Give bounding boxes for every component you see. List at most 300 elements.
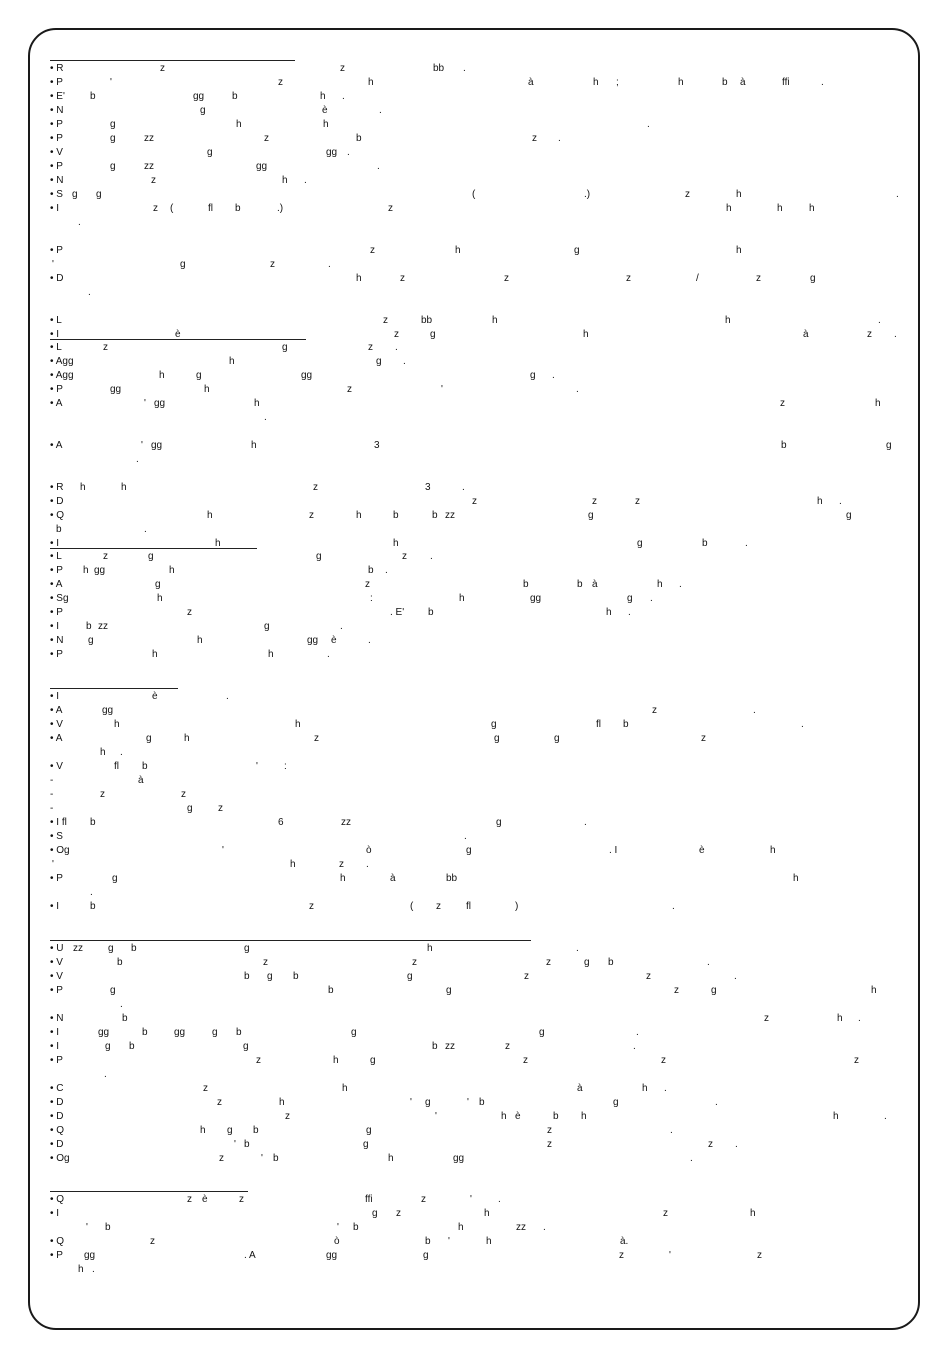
text-fragment: h bbox=[320, 91, 326, 102]
text-fragment: • Q bbox=[50, 1236, 65, 1247]
text-fragment: b bbox=[122, 1013, 128, 1024]
text-fragment: z bbox=[757, 1250, 762, 1261]
text-fragment: g bbox=[88, 635, 94, 646]
text-fragment: z bbox=[547, 1139, 552, 1150]
text-line bbox=[50, 746, 910, 760]
text-fragment: . bbox=[664, 1083, 667, 1094]
text-line bbox=[50, 1040, 910, 1054]
text-fragment: b bbox=[702, 538, 708, 549]
text-fragment: è bbox=[515, 1111, 521, 1122]
text-fragment: h bbox=[200, 1125, 206, 1136]
text-fragment: b bbox=[523, 579, 529, 590]
text-fragment: fl bbox=[208, 203, 213, 214]
text-fragment: h bbox=[295, 719, 301, 730]
text-fragment: h bbox=[725, 315, 731, 326]
text-fragment: • D bbox=[50, 1111, 64, 1122]
text-fragment: h bbox=[393, 538, 399, 549]
text-fragment: h bbox=[254, 398, 260, 409]
text-fragment: z bbox=[383, 315, 388, 326]
text-fragment: . bbox=[633, 1041, 636, 1052]
text-fragment: zz bbox=[144, 161, 154, 172]
text-line bbox=[50, 1152, 910, 1166]
text-fragment: h bbox=[157, 593, 163, 604]
section-heading-rule bbox=[50, 60, 295, 61]
text-fragment: b bbox=[393, 510, 399, 521]
text-line bbox=[50, 286, 910, 300]
text-fragment: b bbox=[356, 133, 362, 144]
text-line bbox=[50, 1263, 910, 1277]
section-heading-rule bbox=[50, 548, 257, 549]
text-fragment: z bbox=[685, 189, 690, 200]
text-fragment: • P bbox=[50, 985, 63, 996]
text-fragment: • I bbox=[50, 203, 60, 214]
text-fragment: b bbox=[129, 1041, 135, 1052]
text-fragment: . bbox=[839, 496, 842, 507]
text-fragment: z bbox=[546, 957, 551, 968]
text-fragment: h bbox=[736, 189, 742, 200]
text-fragment: • P bbox=[50, 119, 63, 130]
text-fragment: g bbox=[886, 440, 892, 451]
text-fragment: • A bbox=[50, 705, 63, 716]
text-fragment: h bbox=[777, 203, 783, 214]
text-line bbox=[50, 104, 910, 118]
text-line bbox=[50, 411, 910, 425]
text-fragment: z bbox=[523, 1055, 528, 1066]
text-fragment: h bbox=[268, 649, 274, 660]
text-fragment: • I bbox=[50, 1041, 60, 1052]
text-fragment: g bbox=[351, 1027, 357, 1038]
text-fragment: z bbox=[160, 63, 165, 74]
text-fragment: ' bbox=[337, 1222, 339, 1233]
text-fragment: h bbox=[875, 398, 881, 409]
text-fragment: . bbox=[801, 719, 804, 730]
text-line bbox=[50, 202, 910, 216]
text-fragment: b bbox=[479, 1097, 485, 1108]
text-line bbox=[50, 76, 910, 90]
text-fragment: z bbox=[263, 957, 268, 968]
text-fragment: h bbox=[657, 579, 663, 590]
text-fragment: z bbox=[674, 985, 679, 996]
text-fragment: g bbox=[491, 719, 497, 730]
text-fragment: z bbox=[626, 273, 631, 284]
text-fragment: h bbox=[809, 203, 815, 214]
text-fragment: h bbox=[114, 719, 120, 730]
text-fragment: è bbox=[152, 691, 158, 702]
text-fragment: g bbox=[207, 147, 213, 158]
text-fragment: z bbox=[400, 273, 405, 284]
text-fragment: • I bbox=[50, 1027, 60, 1038]
text-fragment: . bbox=[878, 315, 881, 326]
text-fragment: - bbox=[50, 789, 54, 800]
text-fragment: b bbox=[142, 761, 148, 772]
text-fragment: z bbox=[619, 1250, 624, 1261]
text-line bbox=[50, 1082, 910, 1096]
text-fragment: . bbox=[342, 91, 345, 102]
text-fragment: . bbox=[368, 635, 371, 646]
text-fragment: h bbox=[290, 859, 296, 870]
text-fragment: ò bbox=[366, 845, 372, 856]
text-fragment: zz bbox=[73, 943, 83, 954]
text-line bbox=[50, 258, 910, 272]
text-fragment: . bbox=[734, 971, 737, 982]
text-fragment: . bbox=[144, 524, 147, 535]
text-line bbox=[50, 174, 910, 188]
text-fragment: ' bbox=[144, 398, 146, 409]
text-fragment: . bbox=[584, 817, 587, 828]
text-fragment: h bbox=[388, 1153, 394, 1164]
text-fragment: • I bbox=[50, 329, 60, 340]
text-line bbox=[50, 1124, 910, 1138]
text-fragment: z bbox=[347, 384, 352, 395]
text-fragment: . bbox=[735, 1139, 738, 1150]
text-fragment: bb bbox=[446, 873, 458, 884]
text-fragment: gg bbox=[453, 1153, 465, 1164]
text-fragment: b bbox=[623, 719, 629, 730]
text-fragment: • P bbox=[50, 133, 63, 144]
text-line bbox=[50, 160, 910, 174]
text-fragment: z bbox=[219, 1153, 224, 1164]
text-fragment: z bbox=[412, 957, 417, 968]
text-fragment: z bbox=[365, 579, 370, 590]
text-fragment: . bbox=[104, 1069, 107, 1080]
text-line bbox=[50, 1068, 910, 1082]
text-fragment: . A bbox=[244, 1250, 256, 1261]
text-line bbox=[50, 90, 910, 104]
text-fragment: . bbox=[88, 287, 91, 298]
text-fragment: . bbox=[576, 384, 579, 395]
text-fragment: gg bbox=[326, 1250, 338, 1261]
text-fragment: • Sg bbox=[50, 593, 69, 604]
text-fragment: • V bbox=[50, 719, 63, 730]
text-fragment: . bbox=[90, 887, 93, 898]
text-fragment: h bbox=[152, 649, 158, 660]
text-fragment: • P bbox=[50, 649, 63, 660]
text-fragment: g bbox=[110, 161, 116, 172]
text-fragment: g bbox=[637, 538, 643, 549]
text-fragment: h bbox=[492, 315, 498, 326]
text-fragment: z bbox=[313, 482, 318, 493]
text-fragment: ' bbox=[448, 1236, 450, 1247]
text-fragment: h bbox=[342, 1083, 348, 1094]
text-fragment: • S bbox=[50, 189, 63, 200]
text-fragment: ( bbox=[170, 203, 174, 214]
text-fragment: è bbox=[699, 845, 705, 856]
text-line bbox=[50, 886, 910, 900]
text-fragment: h bbox=[678, 77, 684, 88]
text-fragment: g bbox=[96, 189, 102, 200]
text-fragment: . bbox=[347, 147, 350, 158]
text-fragment: . bbox=[463, 63, 466, 74]
text-fragment: g bbox=[282, 342, 288, 353]
text-line bbox=[50, 188, 910, 202]
text-fragment: zz bbox=[445, 510, 455, 521]
text-fragment: . bbox=[576, 943, 579, 954]
text-fragment: b bbox=[577, 579, 583, 590]
text-fragment: g bbox=[110, 133, 116, 144]
text-fragment: ' bbox=[470, 1194, 472, 1205]
section-heading-rule bbox=[50, 688, 178, 689]
text-fragment: b bbox=[131, 943, 137, 954]
text-fragment: z bbox=[217, 1097, 222, 1108]
text-line bbox=[50, 132, 910, 146]
text-fragment: • I bbox=[50, 1208, 60, 1219]
text-fragment: b bbox=[244, 1139, 250, 1150]
text-fragment: à bbox=[577, 1083, 583, 1094]
text-fragment: è bbox=[331, 635, 337, 646]
text-fragment: h bbox=[833, 1111, 839, 1122]
text-fragment: h bbox=[871, 985, 877, 996]
text-fragment: . bbox=[884, 1111, 887, 1122]
text-fragment: h bbox=[100, 747, 106, 758]
text-fragment: b bbox=[56, 524, 62, 535]
text-fragment: h bbox=[333, 1055, 339, 1066]
text-fragment: • P bbox=[50, 873, 63, 884]
text-fragment: g bbox=[846, 510, 852, 521]
text-fragment: . bbox=[650, 593, 653, 604]
text-fragment: - bbox=[50, 775, 54, 786]
text-fragment: fl bbox=[114, 761, 119, 772]
text-fragment: gg bbox=[193, 91, 205, 102]
text-fragment: g bbox=[539, 1027, 545, 1038]
text-fragment: g bbox=[264, 621, 270, 632]
text-fragment: • I bbox=[50, 901, 60, 912]
text-fragment: fl bbox=[466, 901, 471, 912]
text-fragment: . bbox=[403, 356, 406, 367]
text-line bbox=[50, 523, 910, 537]
text-fragment: g bbox=[446, 985, 452, 996]
text-fragment: gg bbox=[256, 161, 268, 172]
text-fragment: z bbox=[764, 1013, 769, 1024]
text-fragment: • C bbox=[50, 1083, 64, 1094]
text-fragment: h bbox=[282, 175, 288, 186]
text-fragment: • P bbox=[50, 384, 63, 395]
text-fragment: h bbox=[458, 1222, 464, 1233]
text-fragment: : bbox=[284, 761, 287, 772]
text-fragment: z bbox=[100, 789, 105, 800]
text-line bbox=[50, 858, 910, 872]
text-fragment: g bbox=[187, 803, 193, 814]
text-line bbox=[50, 1249, 910, 1263]
text-fragment: z bbox=[278, 77, 283, 88]
text-line bbox=[50, 942, 910, 956]
text-fragment: . bbox=[304, 175, 307, 186]
text-fragment: z bbox=[701, 733, 706, 744]
text-fragment: ' bbox=[256, 761, 258, 772]
text-fragment: g bbox=[372, 1208, 378, 1219]
text-fragment: . bbox=[552, 370, 555, 381]
text-fragment: h bbox=[793, 873, 799, 884]
text-fragment: h bbox=[78, 1264, 84, 1275]
text-fragment: b bbox=[425, 1236, 431, 1247]
text-fragment: g bbox=[370, 1055, 376, 1066]
text-fragment: z bbox=[532, 133, 537, 144]
text-fragment: ( bbox=[472, 189, 476, 200]
text-fragment: • R bbox=[50, 482, 64, 493]
text-fragment: ' bbox=[141, 440, 143, 451]
text-fragment: • Agg bbox=[50, 356, 74, 367]
text-fragment: 3 bbox=[374, 440, 380, 451]
text-line bbox=[50, 1193, 910, 1207]
section-heading-rule bbox=[50, 1191, 248, 1192]
text-fragment: . bbox=[672, 901, 675, 912]
text-fragment: h bbox=[356, 273, 362, 284]
text-fragment: • I fl bbox=[50, 817, 67, 828]
text-fragment: g bbox=[423, 1250, 429, 1261]
section-heading-rule bbox=[50, 940, 531, 941]
text-fragment: • Q bbox=[50, 1194, 65, 1205]
text-fragment: 6 bbox=[278, 817, 284, 828]
text-fragment: • V bbox=[50, 971, 63, 982]
text-fragment: g bbox=[227, 1125, 233, 1136]
text-fragment: .) bbox=[277, 203, 284, 214]
text-line bbox=[50, 844, 910, 858]
text-fragment: z bbox=[151, 175, 156, 186]
text-fragment: g bbox=[494, 733, 500, 744]
text-line bbox=[50, 1012, 910, 1026]
text-fragment: ' bbox=[52, 259, 54, 270]
text-line bbox=[50, 550, 910, 564]
text-fragment: • L bbox=[50, 315, 62, 326]
text-fragment: ' bbox=[441, 384, 443, 395]
text-fragment: • A bbox=[50, 440, 63, 451]
text-line bbox=[50, 970, 910, 984]
text-line bbox=[50, 397, 910, 411]
text-line bbox=[50, 788, 910, 802]
text-fragment: g bbox=[196, 370, 202, 381]
text-fragment: ' bbox=[110, 77, 112, 88]
text-fragment: gg bbox=[174, 1027, 186, 1038]
text-fragment: . bbox=[327, 649, 330, 660]
text-fragment: • P bbox=[50, 1250, 63, 1261]
text-fragment: à bbox=[138, 775, 144, 786]
text-fragment: z bbox=[368, 342, 373, 353]
text-fragment: . bbox=[264, 412, 267, 423]
text-fragment: . bbox=[690, 1153, 693, 1164]
text-line bbox=[50, 1207, 910, 1221]
text-fragment: . bbox=[462, 482, 465, 493]
text-line bbox=[50, 606, 910, 620]
text-fragment: . bbox=[753, 705, 756, 716]
text-line bbox=[50, 634, 910, 648]
text-fragment: h bbox=[159, 370, 165, 381]
text-fragment: h bbox=[501, 1111, 507, 1122]
text-fragment: g bbox=[588, 510, 594, 521]
text-fragment: gg bbox=[154, 398, 166, 409]
text-fragment: • L bbox=[50, 551, 62, 562]
text-fragment: • V bbox=[50, 761, 63, 772]
text-line bbox=[50, 1026, 910, 1040]
text-line bbox=[50, 146, 910, 160]
text-fragment: 3 bbox=[425, 482, 431, 493]
text-fragment: . bbox=[430, 551, 433, 562]
text-fragment: b bbox=[428, 607, 434, 618]
text-line bbox=[50, 453, 910, 467]
text-fragment: h bbox=[121, 482, 127, 493]
text-fragment: z bbox=[285, 1111, 290, 1122]
text-fragment: ' bbox=[86, 1222, 88, 1233]
text-line bbox=[50, 383, 910, 397]
text-fragment: z bbox=[402, 551, 407, 562]
text-fragment: ' bbox=[222, 845, 224, 856]
text-line bbox=[50, 216, 910, 230]
text-fragment: gg bbox=[301, 370, 313, 381]
text-fragment: • P bbox=[50, 77, 63, 88]
text-fragment: h bbox=[427, 943, 433, 954]
text-fragment: . bbox=[821, 77, 824, 88]
text-line bbox=[50, 1110, 910, 1124]
text-fragment: • A bbox=[50, 398, 63, 409]
text-fragment: g bbox=[180, 259, 186, 270]
text-line bbox=[50, 509, 910, 523]
text-fragment: h bbox=[251, 440, 257, 451]
text-fragment: fl bbox=[596, 719, 601, 730]
text-fragment: z bbox=[867, 329, 872, 340]
text-fragment: zz bbox=[98, 621, 108, 632]
text-fragment: g bbox=[366, 1125, 372, 1136]
text-fragment: à bbox=[528, 77, 534, 88]
text-fragment: b bbox=[608, 957, 614, 968]
text-fragment: z bbox=[370, 245, 375, 256]
text-fragment: è bbox=[175, 329, 181, 340]
text-fragment: g bbox=[212, 1027, 218, 1038]
text-line bbox=[50, 956, 910, 970]
text-fragment: . bbox=[379, 105, 382, 116]
text-fragment: z bbox=[264, 133, 269, 144]
text-fragment: z bbox=[592, 496, 597, 507]
text-fragment: . bbox=[120, 999, 123, 1010]
text-fragment: g bbox=[466, 845, 472, 856]
text-fragment: g bbox=[554, 733, 560, 744]
text-fragment: z bbox=[663, 1208, 668, 1219]
text-fragment: . bbox=[377, 161, 380, 172]
text-fragment: h bbox=[817, 496, 823, 507]
text-line bbox=[50, 592, 910, 606]
text-fragment: g bbox=[155, 579, 161, 590]
text-fragment: z bbox=[309, 901, 314, 912]
text-fragment: ' bbox=[52, 859, 54, 870]
text-fragment: • P bbox=[50, 565, 63, 576]
text-fragment: h bbox=[837, 1013, 843, 1024]
text-fragment: g bbox=[110, 119, 116, 130]
text-fragment: • D bbox=[50, 1097, 64, 1108]
text-fragment: • R bbox=[50, 63, 64, 74]
text-fragment: ' bbox=[467, 1097, 469, 1108]
text-fragment: . bbox=[226, 691, 229, 702]
text-fragment: h bbox=[323, 119, 329, 130]
text-fragment: h bbox=[236, 119, 242, 130]
text-fragment: g bbox=[530, 370, 536, 381]
text-fragment: h bbox=[606, 607, 612, 618]
text-fragment: z bbox=[661, 1055, 666, 1066]
text-fragment: bb bbox=[433, 63, 445, 74]
text-fragment: • V bbox=[50, 147, 63, 158]
text-line bbox=[50, 1138, 910, 1152]
text-fragment: • D bbox=[50, 1139, 64, 1150]
text-fragment: g bbox=[112, 873, 118, 884]
text-fragment: gg bbox=[110, 384, 122, 395]
text-fragment: à. bbox=[620, 1236, 629, 1247]
text-fragment: h bbox=[340, 873, 346, 884]
text-fragment: ' bbox=[410, 1097, 412, 1108]
text-fragment: h bbox=[736, 245, 742, 256]
text-fragment: z bbox=[256, 1055, 261, 1066]
text-fragment: h bbox=[184, 733, 190, 744]
text-fragment: gg bbox=[94, 565, 106, 576]
text-fragment: • I bbox=[50, 621, 60, 632]
text-fragment: gg bbox=[326, 147, 338, 158]
text-line bbox=[50, 439, 910, 453]
text-line bbox=[50, 314, 910, 328]
